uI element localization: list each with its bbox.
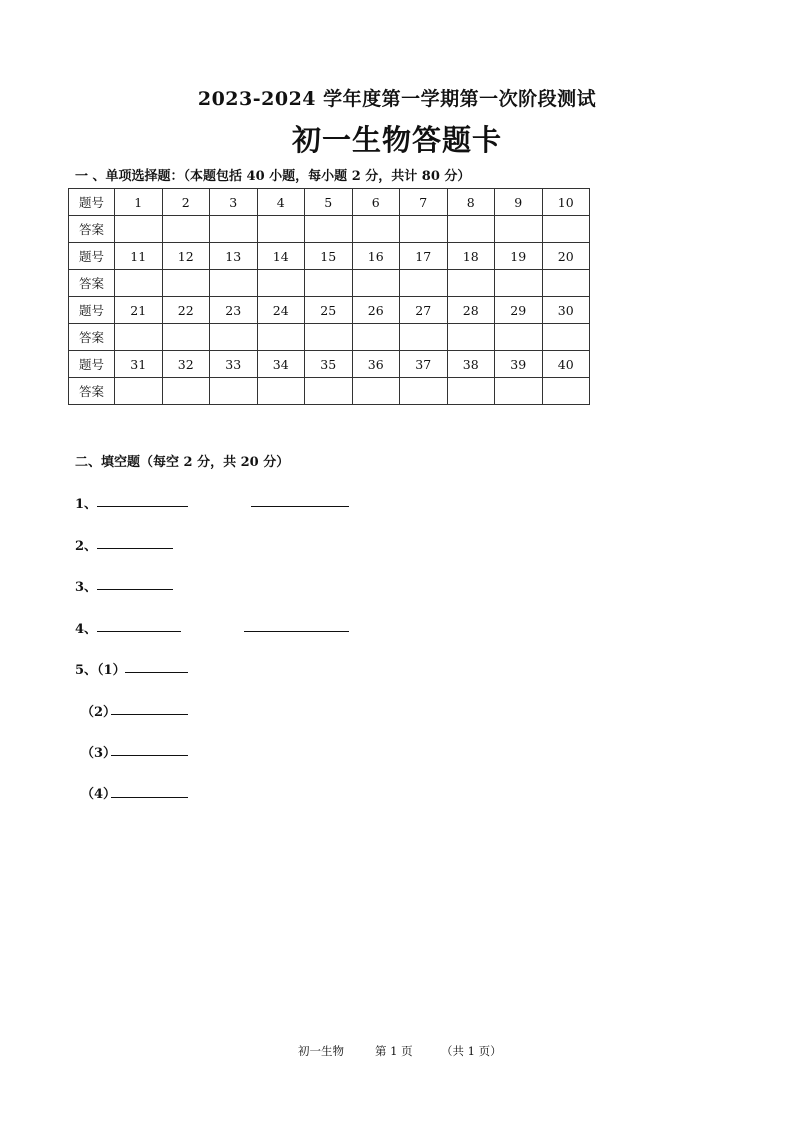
- question-number-cell: 36: [352, 351, 400, 378]
- answer-cell[interactable]: [352, 324, 400, 351]
- question-number-cell: 23: [210, 297, 258, 324]
- answer-cell[interactable]: [115, 216, 163, 243]
- row-label-answer: 答案: [69, 324, 115, 351]
- answer-row: [69, 378, 590, 405]
- answer-cell[interactable]: [257, 270, 305, 297]
- question-number-row: [69, 297, 590, 324]
- fill-item-5-2-label: （2）: [81, 705, 117, 720]
- answer-grid: [68, 188, 590, 405]
- answer-row: [69, 270, 590, 297]
- question-number-cell: 4: [257, 189, 305, 216]
- question-number-cell: 32: [162, 351, 210, 378]
- question-number-cell: 34: [257, 351, 305, 378]
- answer-cell[interactable]: [447, 216, 495, 243]
- section-2-heading: 二、填空题（每空 2 分，共 20 分）: [75, 455, 290, 470]
- answer-cell[interactable]: [542, 270, 590, 297]
- fill-item-1-label: 1、: [75, 497, 98, 512]
- footer-page-number: 第 1 页: [375, 1044, 413, 1058]
- answer-cell[interactable]: [352, 216, 400, 243]
- fill-blank-1a[interactable]: [97, 506, 188, 507]
- answer-cell[interactable]: [210, 378, 258, 405]
- fill-blank-1b[interactable]: [251, 506, 349, 507]
- question-number-cell: 13: [210, 243, 258, 270]
- answer-cell[interactable]: [400, 378, 448, 405]
- question-number-cell: 18: [447, 243, 495, 270]
- fill-blank-4b[interactable]: [244, 631, 349, 632]
- answer-cell[interactable]: [115, 378, 163, 405]
- exam-title: 2023-2024 学年度第一学期第一次阶段测试: [197, 88, 597, 110]
- answer-cell[interactable]: [115, 270, 163, 297]
- answer-cell[interactable]: [542, 324, 590, 351]
- answer-cell[interactable]: [210, 324, 258, 351]
- question-number-cell: 7: [400, 189, 448, 216]
- fill-blank-5-3[interactable]: [111, 755, 188, 756]
- question-number-cell: 1: [115, 189, 163, 216]
- question-number-cell: 29: [495, 297, 543, 324]
- question-number-cell: 26: [352, 297, 400, 324]
- answer-cell[interactable]: [352, 270, 400, 297]
- fill-blank-5-2[interactable]: [111, 714, 188, 715]
- row-label-question-number: 题号: [69, 351, 115, 378]
- question-number-cell: 30: [542, 297, 590, 324]
- answer-cell[interactable]: [162, 378, 210, 405]
- answer-cell[interactable]: [495, 378, 543, 405]
- answer-cell[interactable]: [400, 216, 448, 243]
- fill-item-2-label: 2、: [75, 539, 98, 554]
- question-number-cell: 12: [162, 243, 210, 270]
- question-number-cell: 37: [400, 351, 448, 378]
- answer-cell[interactable]: [162, 270, 210, 297]
- footer-total-pages: （共 1 页）: [441, 1044, 502, 1058]
- question-number-row: [69, 189, 590, 216]
- question-number-cell: 38: [447, 351, 495, 378]
- question-number-cell: 20: [542, 243, 590, 270]
- answer-cell[interactable]: [257, 324, 305, 351]
- question-number-cell: 15: [305, 243, 353, 270]
- question-number-cell: 10: [542, 189, 590, 216]
- question-number-cell: 9: [495, 189, 543, 216]
- answer-sheet-title: 初一生物答题卡: [291, 123, 502, 157]
- answer-cell[interactable]: [447, 324, 495, 351]
- question-number-cell: 24: [257, 297, 305, 324]
- answer-cell[interactable]: [305, 324, 353, 351]
- footer-subject: 初一生物: [298, 1044, 344, 1058]
- fill-item-4-label: 4、: [75, 622, 98, 637]
- fill-item-5-1-label: 5、（1）: [75, 663, 126, 678]
- fill-blank-5-1[interactable]: [125, 672, 188, 673]
- question-number-cell: 33: [210, 351, 258, 378]
- answer-cell[interactable]: [305, 270, 353, 297]
- question-number-cell: 14: [257, 243, 305, 270]
- fill-blank-5-4[interactable]: [111, 797, 188, 798]
- answer-cell[interactable]: [400, 270, 448, 297]
- answer-cell[interactable]: [257, 216, 305, 243]
- answer-cell[interactable]: [352, 378, 400, 405]
- answer-cell[interactable]: [210, 216, 258, 243]
- question-number-cell: 5: [305, 189, 353, 216]
- answer-cell[interactable]: [162, 324, 210, 351]
- answer-cell[interactable]: [210, 270, 258, 297]
- answer-cell[interactable]: [447, 378, 495, 405]
- question-number-cell: 19: [495, 243, 543, 270]
- answer-cell[interactable]: [305, 216, 353, 243]
- question-number-cell: 11: [115, 243, 163, 270]
- question-number-cell: 3: [210, 189, 258, 216]
- row-label-answer: 答案: [69, 378, 115, 405]
- question-number-cell: 39: [495, 351, 543, 378]
- answer-cell[interactable]: [495, 216, 543, 243]
- fill-blank-2[interactable]: [97, 548, 173, 549]
- question-number-cell: 35: [305, 351, 353, 378]
- question-number-cell: 6: [352, 189, 400, 216]
- question-number-cell: 17: [400, 243, 448, 270]
- answer-cell[interactable]: [495, 270, 543, 297]
- answer-cell[interactable]: [257, 378, 305, 405]
- question-number-cell: 25: [305, 297, 353, 324]
- row-label-question-number: 题号: [69, 189, 115, 216]
- question-number-row: [69, 351, 590, 378]
- question-number-cell: 16: [352, 243, 400, 270]
- question-number-cell: 21: [115, 297, 163, 324]
- answer-cell[interactable]: [115, 324, 163, 351]
- question-number-cell: 28: [447, 297, 495, 324]
- question-number-cell: 27: [400, 297, 448, 324]
- answer-row: [69, 324, 590, 351]
- row-label-answer: 答案: [69, 270, 115, 297]
- question-number-cell: 31: [115, 351, 163, 378]
- section-1-heading: 一 、单项选择题：（本题包括 40 小题，每小题 2 分，共计 80 分）: [75, 169, 471, 184]
- row-label-question-number: 题号: [69, 243, 115, 270]
- row-label-answer: 答案: [69, 216, 115, 243]
- answer-row: [69, 216, 590, 243]
- answer-cell[interactable]: [447, 270, 495, 297]
- fill-blank-4a[interactable]: [97, 631, 181, 632]
- row-label-question-number: 题号: [69, 297, 115, 324]
- fill-blank-3[interactable]: [97, 589, 173, 590]
- answer-cell[interactable]: [542, 216, 590, 243]
- question-number-cell: 22: [162, 297, 210, 324]
- question-number-cell: 40: [542, 351, 590, 378]
- question-number-cell: 2: [162, 189, 210, 216]
- answer-cell[interactable]: [495, 324, 543, 351]
- answer-cell[interactable]: [162, 216, 210, 243]
- answer-cell[interactable]: [542, 378, 590, 405]
- question-number-row: [69, 243, 590, 270]
- question-number-cell: 8: [447, 189, 495, 216]
- answer-cell[interactable]: [305, 378, 353, 405]
- fill-item-3-label: 3、: [75, 580, 98, 595]
- fill-item-5-4-label: （4）: [81, 787, 117, 802]
- answer-cell[interactable]: [400, 324, 448, 351]
- fill-item-5-3-label: （3）: [81, 746, 117, 761]
